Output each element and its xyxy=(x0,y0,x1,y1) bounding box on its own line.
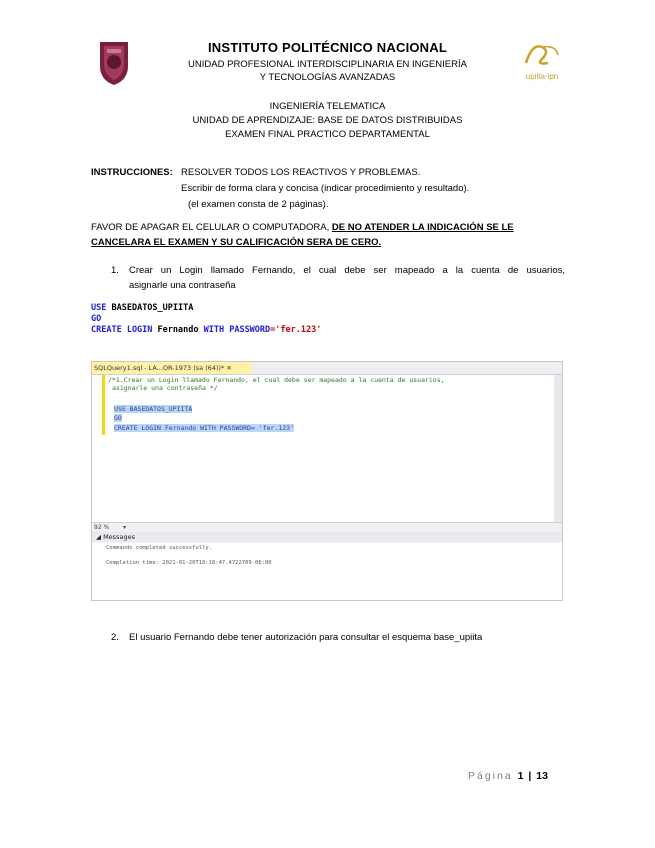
code-line-go: GO xyxy=(91,314,102,324)
messages-tab xyxy=(92,532,563,542)
page-separator: | xyxy=(528,770,532,782)
zoom-bar xyxy=(92,522,562,532)
code-db-name: BASEDATOS_UPIITA xyxy=(111,303,194,313)
q1-text-line2: asignarle una contraseña xyxy=(129,280,236,291)
unit-name-line2: Y TECNOLOGÍAS AVANZADAS xyxy=(259,72,396,83)
editor-line-create: CREATE LOGIN Fernando WITH PASSWORD= 'fer.123' xyxy=(114,424,295,432)
q1-number: 1. xyxy=(111,265,119,276)
code-kw-create: CREATE LOGIN xyxy=(91,325,153,335)
code-kw-use: USE xyxy=(91,303,107,313)
warning-normal: FAVOR DE APAGAR EL CELULAR O COMPUTADORA, xyxy=(91,222,330,233)
warning-bold-1: DE NO ATENDER LA INDICACIÓN SE LE xyxy=(331,222,514,233)
code-kw-with: WITH PASSWORD xyxy=(203,325,271,335)
warning-line1 xyxy=(91,222,514,233)
page-footer xyxy=(468,770,548,782)
editor-comment-line1: /*1.Crear un Login llamado Fernando, el cual debe ser mapeado a la cuenta de usuarios, xyxy=(108,376,445,384)
program-name: INGENIERÍA TELEMATICA xyxy=(269,101,386,112)
messages-header: Messages xyxy=(103,533,135,541)
instructions-line1: RESOLVER TODOS LOS REACTIVOS Y PROBLEMAS. xyxy=(181,167,421,178)
code-line-create xyxy=(91,325,321,335)
instructions-line2: Escribir de forma clara y concisa (indicar procedimiento y resultado). xyxy=(181,183,470,194)
editor-line-go: GO xyxy=(114,414,122,422)
message-line1: Commands completed successfully. xyxy=(106,545,212,551)
code-password: ='fer.123' xyxy=(270,325,322,335)
code-line-use xyxy=(91,303,193,313)
messages-icon: ◢ xyxy=(96,533,101,541)
instructions-label: INSTRUCCIONES: xyxy=(91,167,173,178)
editor-line-use: USE BASEDATOS_UPIITA xyxy=(114,405,193,413)
message-line2: Completion time: 2021-01-20T10:18:47.4722709-06:00 xyxy=(106,560,272,566)
messages-pane xyxy=(92,543,562,600)
institution-title: INSTITUTO POLITÉCNICO NACIONAL xyxy=(207,40,448,55)
q1-text-line1: Crear un Login llamado Fernando, el cual debe ser mapeado a la cuenta de usuarios, xyxy=(129,265,565,276)
page-current: 1 xyxy=(517,770,524,782)
zoom-level: 92 % xyxy=(94,524,110,531)
code-login-name: Fernando xyxy=(157,325,199,335)
warning-line2: CANCELARA EL EXAMEN Y SU CALIFICACIÓN SERA DE CERO. xyxy=(91,237,382,248)
upiita-logo-text: upiita-ipn xyxy=(525,72,559,81)
unit-name-line1: UNIDAD PROFESIONAL INTERDISCIPLINARIA EN INGENIERÍA xyxy=(188,59,467,70)
page-word: Página xyxy=(468,770,513,782)
exam-title: EXAMEN FINAL PRACTICO DEPARTAMENTAL xyxy=(225,129,430,140)
page-total: 13 xyxy=(536,770,548,782)
change-gutter xyxy=(102,375,105,435)
ssms-screenshot xyxy=(91,361,563,601)
query-tab: SQLQuery1.sql - LA...OR-1973 (sa (64))* ✕ xyxy=(92,362,252,374)
q2-number: 2. xyxy=(111,632,119,643)
query-editor xyxy=(92,375,562,522)
zoom-dropdown-icon: ▾ xyxy=(123,524,127,531)
instructions-line3: (el examen consta de 2 páginas). xyxy=(188,199,329,210)
query-tab-bar xyxy=(92,362,562,375)
q2-text: El usuario Fernando debe tener autorización para consultar el esquema base_upiita xyxy=(129,632,483,643)
editor-scrollbar xyxy=(554,375,562,522)
editor-comment-line2: asignarle una contraseña */ xyxy=(112,384,218,392)
course-name: UNIDAD DE APRENDIZAJE: BASE DE DATOS DISTRIBUIDAS xyxy=(192,115,463,126)
